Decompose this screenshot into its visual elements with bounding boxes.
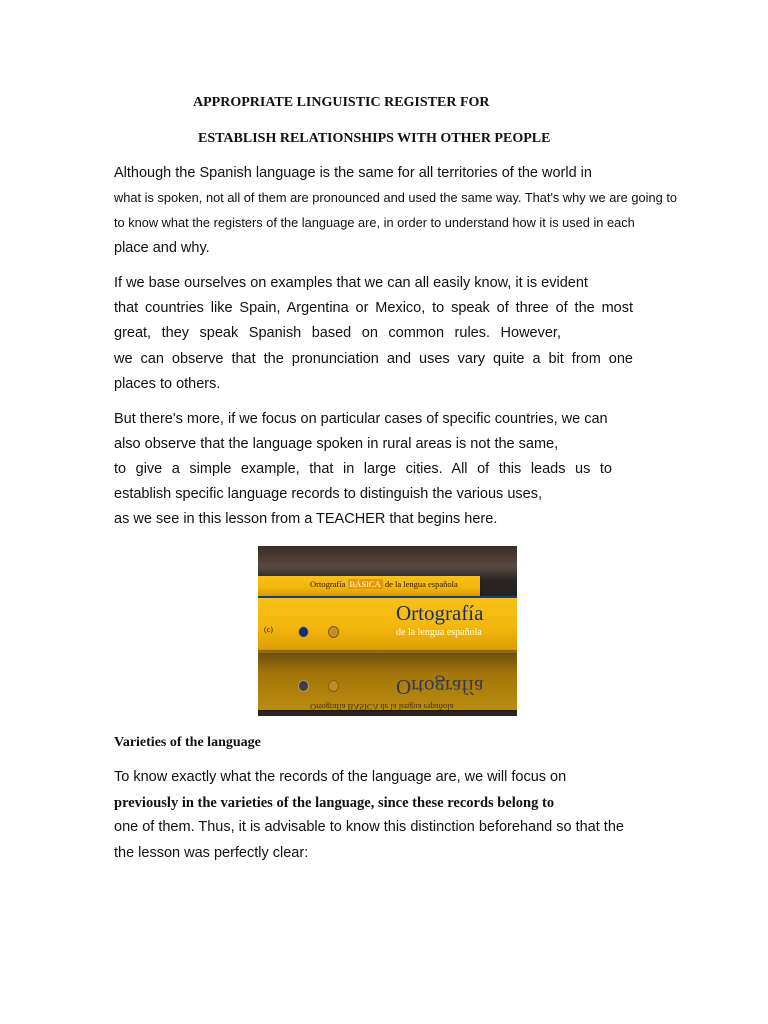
spine-mark: (c) [264, 625, 273, 634]
paragraph-4-line: To know exactly what the records of the language are, we will focus on [114, 769, 567, 785]
paragraph-3-line: establish specific language records to distinguish the various uses, [114, 486, 542, 502]
emblem-icon [298, 626, 309, 638]
title-line-2: ESTABLISH RELATIONSHIPS WITH OTHER PEOPLE [198, 131, 551, 146]
book-label-reflection: Ortografía BÁSICA de la lengua española [310, 702, 454, 712]
paragraph-2-line: places to others. [114, 376, 221, 392]
paragraph-3-line: also observe that the language spoken in rural areas is not the same, [114, 436, 559, 452]
book-title-reflection: Ortografía [396, 675, 484, 699]
emblem-reflection-icon [298, 680, 309, 692]
paragraph-2-line: If we base ourselves on examples that we can all easily know, it is evident [114, 275, 588, 291]
section-heading: Varieties of the language [114, 735, 261, 750]
book-small-label [310, 579, 458, 589]
paragraph-1-line: Although the Spanish language is the same for all territories of the world in [114, 165, 592, 181]
paragraph-1-line: to know what the registers of the language are, in order to understand how it is used in each [114, 215, 635, 230]
paragraph-4-line-bold: previously in the varieties of the language, since these records belong to [114, 795, 555, 811]
paragraph-4-line: the lesson was perfectly clear: [114, 845, 309, 861]
title-line-1: APPROPRIATE LINGUISTIC REGISTER FOR [193, 95, 490, 110]
book-band [258, 596, 517, 598]
paragraph-2-line: great, they speak Spanish based on common rules. However, [114, 325, 561, 341]
paragraph-1-line: place and why. [114, 240, 210, 256]
seal-reflection-icon [328, 680, 339, 692]
book-title: Ortografía [396, 601, 484, 625]
book-small-label-suffix: de la lengua española [384, 579, 458, 589]
paragraph-3-line: to give a simple example, that in large cities. All of this leads us to [114, 461, 612, 477]
paragraph-4-line: one of them. Thus, it is advisable to know this distinction beforehand so that the [114, 819, 624, 835]
book-small-label-prefix: Ortografía [310, 579, 346, 589]
paragraph-2-line: we can observe that the pronunciation and uses vary quite a bit from one [114, 351, 633, 367]
paragraph-3-line: But there's more, if we focus on particular cases of specific countries, we can [114, 411, 608, 427]
seal-icon [328, 626, 339, 638]
book-subtitle: de la lengua española [396, 627, 482, 638]
paragraph-3-line: as we see in this lesson from a TEACHER that begins here. [114, 511, 498, 527]
ortografia-books-photo [258, 546, 517, 716]
paragraph-2-line: that countries like Spain, Argentina or Mexico, to speak of three of the most [114, 300, 633, 316]
book-small-label-highlight: BÁSICA [349, 579, 381, 589]
paragraph-1-line: what is spoken, not all of them are pronounced and used the same way. That's why we are going to [114, 190, 677, 205]
